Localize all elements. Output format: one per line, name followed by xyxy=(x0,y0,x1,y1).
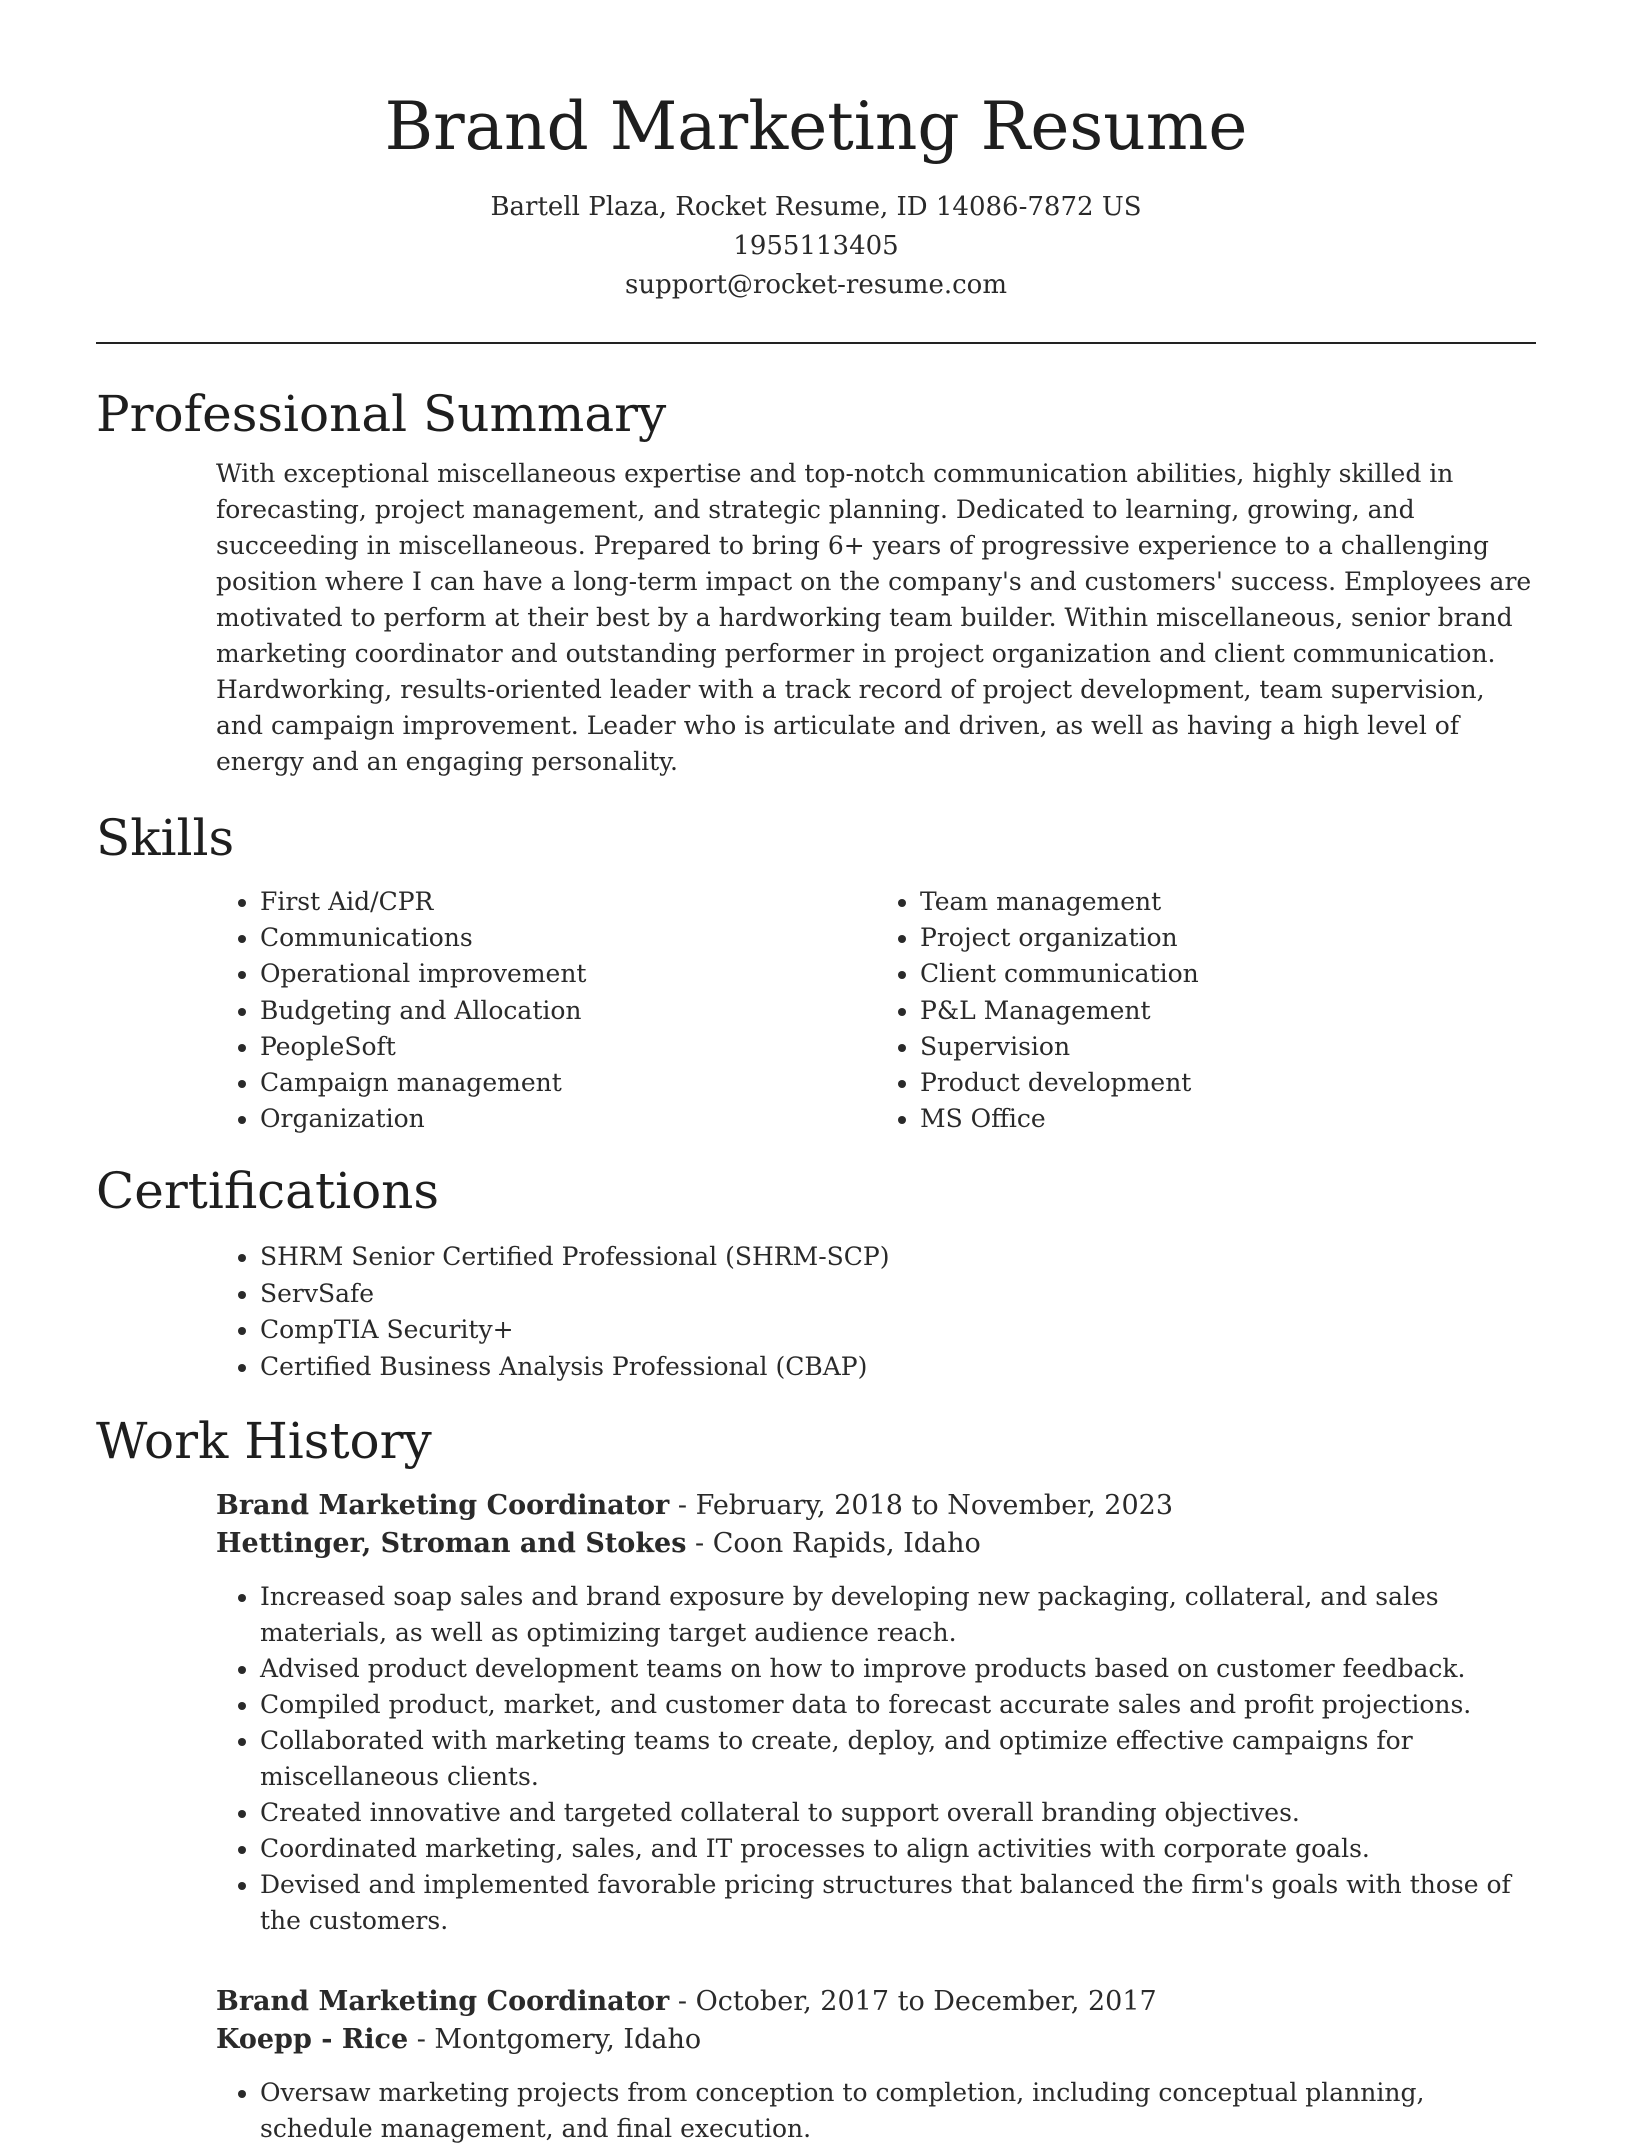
job-bullet: • Increased soap sales and brand exposure by developing new packaging, collateral, and sales materials, as well as optimizing target audience reach. xyxy=(260,1579,1536,1651)
summary-paragraph: With exceptional miscellaneous expertise and top-notch communication abilities, highly skilled in forecasting, project management, and strategic planning. Dedicated to learning, growing, and succeeding in miscellaneous. Prepared to bring 6+ years of progressive experience to a challenging position where I can have a long-term impact on the company's and customers' success. Employees are motivated to perform at their best by a hardworking team builder. Within miscellaneous, senior brand marketing coordinator and outstanding performer in project organization and client communication. Hardworking, results-oriented leader with a track record of project development, team supervision, and campaign improvement. Leader who is articulate and driven, as well as having a high level of energy and an engaging personality. xyxy=(216,459,1532,776)
job-bullet: • Collaborated with marketing teams to create, deploy, and optimize effective campaigns for miscellaneous clients. xyxy=(260,1723,1536,1795)
contact-address: Bartell Plaza, Rocket Resume, ID 14086-7872 US xyxy=(490,192,1142,222)
skill-item: • Communications xyxy=(260,920,876,956)
certification-item: • Certified Business Analysis Professional (CBAP) xyxy=(260,1349,1536,1386)
skills-heading: Skills xyxy=(96,809,235,867)
skills-right-column xyxy=(876,884,1536,1137)
job-company-line xyxy=(216,2021,1536,2059)
skill-item: • Team management xyxy=(920,884,1536,920)
job-location: - Montgomery, Idaho xyxy=(408,2024,702,2056)
summary-heading: Professional Summary xyxy=(96,385,667,443)
resume-header xyxy=(96,0,1536,305)
resume-page xyxy=(96,0,1536,2147)
certification-item: • CompTIA Security+ xyxy=(260,1312,1536,1349)
job-company-line xyxy=(216,1525,1536,1563)
skill-item: • Supervision xyxy=(920,1029,1536,1065)
skills-grid xyxy=(216,884,1536,1137)
job-bullets xyxy=(216,1579,1536,1939)
job-entry xyxy=(216,1983,1536,2147)
job-bullet: • Compiled product, market, and customer data to forecast accurate sales and profit projections. xyxy=(260,1687,1536,1723)
skill-item: • PeopleSoft xyxy=(260,1029,876,1065)
job-bullet: • Oversaw marketing projects from conception to completion, including conceptual planning, schedule management, and final execution. xyxy=(260,2075,1536,2147)
skills-left-column xyxy=(216,884,876,1137)
skill-item: • Operational improvement xyxy=(260,956,876,992)
job-role: Brand Marketing Coordinator xyxy=(216,1490,670,1522)
header-divider xyxy=(96,342,1536,344)
job-company: Hettinger, Stroman and Stokes xyxy=(216,1528,687,1560)
work-history-heading: Work History xyxy=(96,1412,432,1471)
skill-item: • Project organization xyxy=(920,920,1536,956)
certification-item: • SHRM Senior Certified Professional (SHRM-SCP) xyxy=(260,1239,1536,1276)
skill-item: • MS Office xyxy=(920,1101,1536,1137)
skill-item: • P&L Management xyxy=(920,993,1536,1029)
job-bullet: • Coordinated marketing, sales, and IT processes to align activities with corporate goals. xyxy=(260,1831,1536,1867)
job-entry xyxy=(216,1487,1536,1939)
skill-item: • Campaign management xyxy=(260,1065,876,1101)
skill-item: • Organization xyxy=(260,1101,876,1137)
job-dates: - February, 2018 to November, 2023 xyxy=(669,1490,1173,1522)
job-company: Koepp - Rice xyxy=(216,2024,409,2056)
job-bullets xyxy=(216,2075,1536,2147)
job-title-line xyxy=(216,1487,1536,1525)
job-dates: - October, 2017 to December, 2017 xyxy=(669,1986,1157,2018)
resume-title: Brand Marketing Resume xyxy=(384,88,1248,165)
skill-item: • Budgeting and Allocation xyxy=(260,993,876,1029)
job-bullet: • Devised and implemented favorable pricing structures that balanced the firm's goals with those of the customers. xyxy=(260,1867,1536,1939)
job-bullet: • Created innovative and targeted collateral to support overall branding objectives. xyxy=(260,1795,1536,1831)
skill-item: • Product development xyxy=(920,1065,1536,1101)
job-title-line xyxy=(216,1983,1536,2021)
certifications-list xyxy=(216,1239,1536,1385)
contact-block xyxy=(96,188,1536,305)
skill-item: • First Aid/CPR xyxy=(260,884,876,920)
contact-email: support@rocket-resume.com xyxy=(624,270,1007,300)
job-location: - Coon Rapids, Idaho xyxy=(686,1528,981,1560)
skill-item: • Client communication xyxy=(920,956,1536,992)
certifications-heading: Certifications xyxy=(96,1162,440,1221)
job-role: Brand Marketing Coordinator xyxy=(216,1986,670,2018)
certification-item: • ServSafe xyxy=(260,1276,1536,1313)
job-bullet: • Advised product development teams on how to improve products based on customer feedback. xyxy=(260,1651,1536,1687)
contact-phone: 1955113405 xyxy=(733,231,899,261)
